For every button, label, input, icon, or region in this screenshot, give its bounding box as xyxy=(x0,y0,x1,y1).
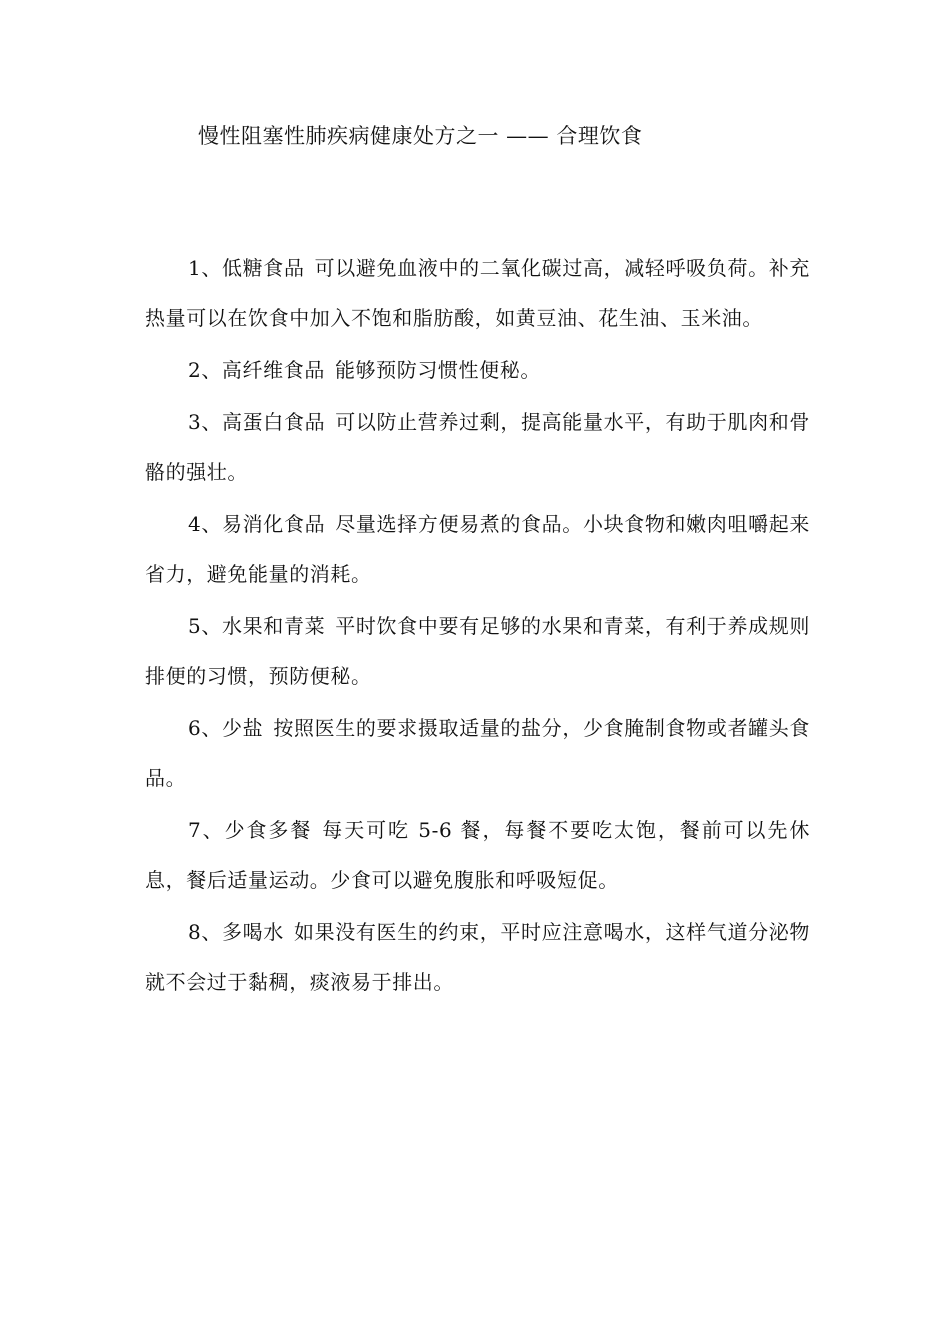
item-text: 如果没有医生的约束，平时应注意喝水，这样气道分泌物就不会过于黏稠，痰液易于排出。 xyxy=(145,920,810,994)
item-heading: 2、高纤维食品 xyxy=(188,358,325,382)
diet-item-high-fiber xyxy=(145,345,810,395)
diet-item-easy-digest xyxy=(145,499,810,599)
item-heading: 6、少盐 xyxy=(188,716,264,740)
item-text: 平时饮食中要有足够的水果和青菜，有利于养成规则排便的习惯，预防便秘。 xyxy=(145,614,810,688)
item-text: 每天可吃 5-6 餐，每餐不要吃太饱，餐前可以先休息，餐后适量运动。少食可以避免腹胀和呼吸短促。 xyxy=(145,818,811,892)
item-heading: 4、易消化食品 xyxy=(188,512,326,536)
item-heading: 5、水果和青菜 xyxy=(188,614,326,638)
diet-item-drink-water xyxy=(145,907,810,1007)
item-heading: 7、少食多餐 xyxy=(188,818,313,842)
document-body xyxy=(145,243,810,1009)
item-text: 尽量选择方便易煮的食品。小块食物和嫩肉咀嚼起来省力，避免能量的消耗。 xyxy=(145,512,810,586)
diet-item-low-sugar xyxy=(145,243,810,343)
item-heading: 1、低糖食品 xyxy=(188,256,305,280)
item-heading: 3、高蛋白食品 xyxy=(188,410,326,434)
item-text: 可以防止营养过剩，提高能量水平，有助于肌肉和骨骼的强壮。 xyxy=(145,410,810,484)
item-text: 按照医生的要求摄取适量的盐分，少食腌制食物或者罐头食品。 xyxy=(145,716,811,790)
diet-item-high-protein xyxy=(145,397,810,497)
diet-item-low-salt xyxy=(145,703,810,803)
item-text: 能够预防习惯性便秘。 xyxy=(334,358,541,382)
item-text: 可以避免血液中的二氧化碳过高，减轻呼吸负荷。补充热量可以在饮食中加入不饱和脂肪酸，如黄豆油、花生油、玉米油。 xyxy=(145,256,810,330)
diet-item-small-meals xyxy=(145,805,810,905)
document-title: 慢性阻塞性肺疾病健康处方之一 —— 合理饮食 xyxy=(198,124,643,148)
diet-item-fruit-vegetables xyxy=(145,601,810,701)
item-heading: 8、多喝水 xyxy=(188,920,284,944)
